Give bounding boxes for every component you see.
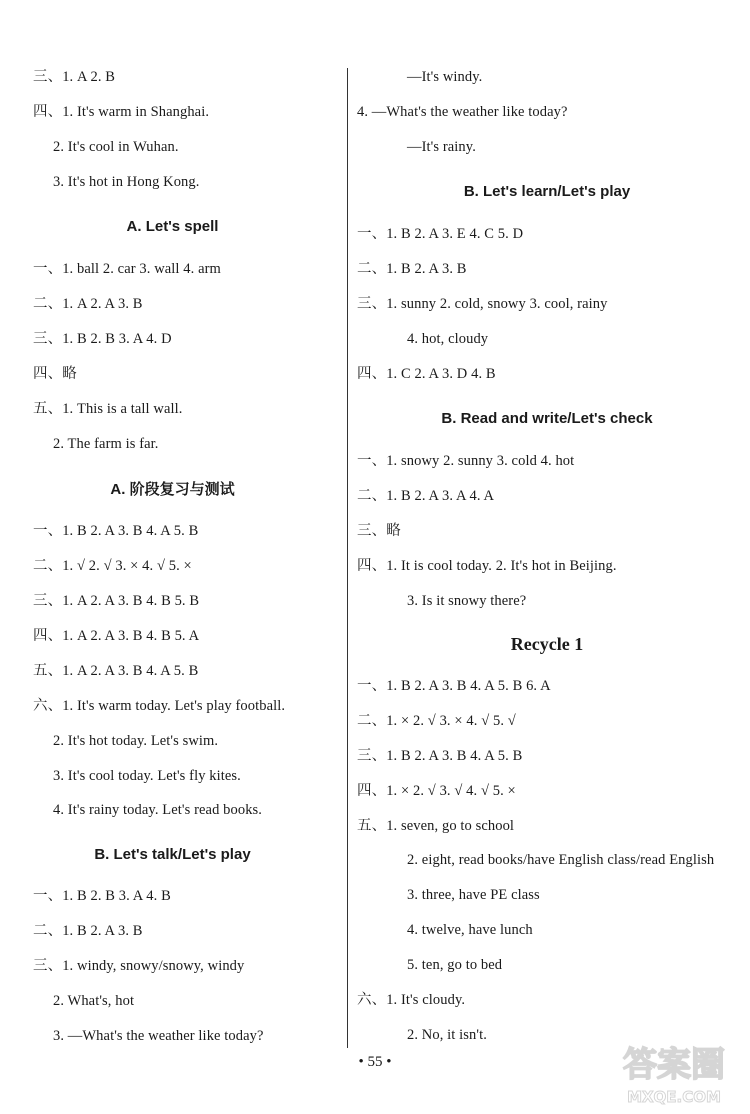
answer-line: 3. It's hot in Hong Kong. xyxy=(53,174,200,190)
answer-line: 五、1. This is a tall wall. xyxy=(33,401,183,417)
answer-line: 五、1. seven, go to school xyxy=(357,818,515,834)
answer-line: 一、1. B 2. A 3. B 4. A 5. B 6. A xyxy=(357,678,551,694)
answer-line: 四、1. C 2. A 3. D 4. B xyxy=(357,366,496,382)
watermark-url: MXQE.COM xyxy=(627,1088,721,1106)
answer-line: 2. What's, hot xyxy=(53,993,135,1009)
answer-line: 四、1. It is cool today. 2. It's hot in Beijing. xyxy=(357,558,617,574)
answer-line: —It's rainy. xyxy=(407,139,476,155)
answer-line: 3. Is it snowy there? xyxy=(407,593,527,609)
answer-line: 四、1. × 2. √ 3. √ 4. √ 5. × xyxy=(357,783,516,799)
answer-line: 三、1. windy, snowy/snowy, windy xyxy=(33,958,245,974)
section-heading: B. Let's learn/Let's play xyxy=(463,183,631,200)
answer-line: 2. The farm is far. xyxy=(53,436,159,452)
answer-line: 4. twelve, have lunch xyxy=(407,922,533,938)
answer-line: 4. It's rainy today. Let's read books. xyxy=(53,802,263,818)
section-heading: A. 阶段复习与测试 xyxy=(110,481,235,498)
answer-line: —It's windy. xyxy=(407,69,483,85)
answer-line: 三、1. B 2. B 3. A 4. D xyxy=(33,331,172,347)
answer-line: 二、1. B 2. A 3. B xyxy=(33,923,143,939)
answer-line: 4. hot, cloudy xyxy=(407,331,489,347)
answer-line: 一、1. ball 2. car 3. wall 4. arm xyxy=(33,261,221,277)
answer-line: 六、1. It's cloudy. xyxy=(357,992,466,1008)
answer-line: 四、1. It's warm in Shanghai. xyxy=(33,104,210,120)
section-heading: A. Let's spell xyxy=(126,218,219,235)
answer-line: 一、1. B 2. A 3. B 4. A 5. B xyxy=(33,523,199,539)
page-number: • 55 • xyxy=(358,1054,392,1070)
answer-line: 二、1. × 2. √ 3. × 4. √ 5. √ xyxy=(357,713,516,729)
answer-line: 一、1. B 2. A 3. E 4. C 5. D xyxy=(357,226,524,242)
answer-line: 三、1. B 2. A 3. B 4. A 5. B xyxy=(357,748,523,764)
answer-line: 三、1. A 2. A 3. B 4. B 5. B xyxy=(33,593,200,609)
watermark-logo xyxy=(604,1036,744,1110)
answer-line: 三、略 xyxy=(357,523,401,539)
answer-line: 三、1. A 2. B xyxy=(33,69,116,85)
watermark-text: 答案圈 xyxy=(623,1045,725,1085)
answer-line: 二、1. B 2. A 3. B xyxy=(357,261,467,277)
answer-line: 2. eight, read books/have English class/read English xyxy=(407,852,715,868)
answer-line: 五、1. A 2. A 3. B 4. A 5. B xyxy=(33,663,199,679)
answer-line: 3. It's cool today. Let's fly kites. xyxy=(53,768,241,784)
answer-line: 四、略 xyxy=(33,366,77,382)
section-heading: B. Read and write/Let's check xyxy=(441,410,653,427)
answer-line: 二、1. √ 2. √ 3. × 4. √ 5. × xyxy=(33,558,192,574)
section-heading: B. Let's talk/Let's play xyxy=(94,846,251,863)
answer-line: 3. —What's the weather like today? xyxy=(53,1028,264,1044)
answer-line: 一、1. snowy 2. sunny 3. cold 4. hot xyxy=(357,453,575,469)
answer-line: 4. —What's the weather like today? xyxy=(357,104,568,120)
answer-line: 二、1. B 2. A 3. A 4. A xyxy=(357,488,495,504)
answer-line: 二、1. A 2. A 3. B xyxy=(33,296,143,312)
answer-line: 2. No, it isn't. xyxy=(407,1027,487,1043)
answer-line: 四、1. A 2. A 3. B 4. B 5. A xyxy=(33,628,200,644)
answer-line: 5. ten, go to bed xyxy=(407,957,503,973)
answer-line: 3. three, have PE class xyxy=(407,887,540,903)
section-heading: Recycle 1 xyxy=(510,634,584,654)
answer-line: 2. It's cool in Wuhan. xyxy=(53,139,179,155)
answer-line: 三、1. sunny 2. cold, snowy 3. cool, rainy xyxy=(357,296,608,312)
answer-line: 2. It's hot today. Let's swim. xyxy=(53,733,219,749)
column-divider xyxy=(347,68,348,1048)
answer-line: 一、1. B 2. B 3. A 4. B xyxy=(33,888,171,904)
answer-line: 六、1. It's warm today. Let's play football. xyxy=(33,698,286,714)
